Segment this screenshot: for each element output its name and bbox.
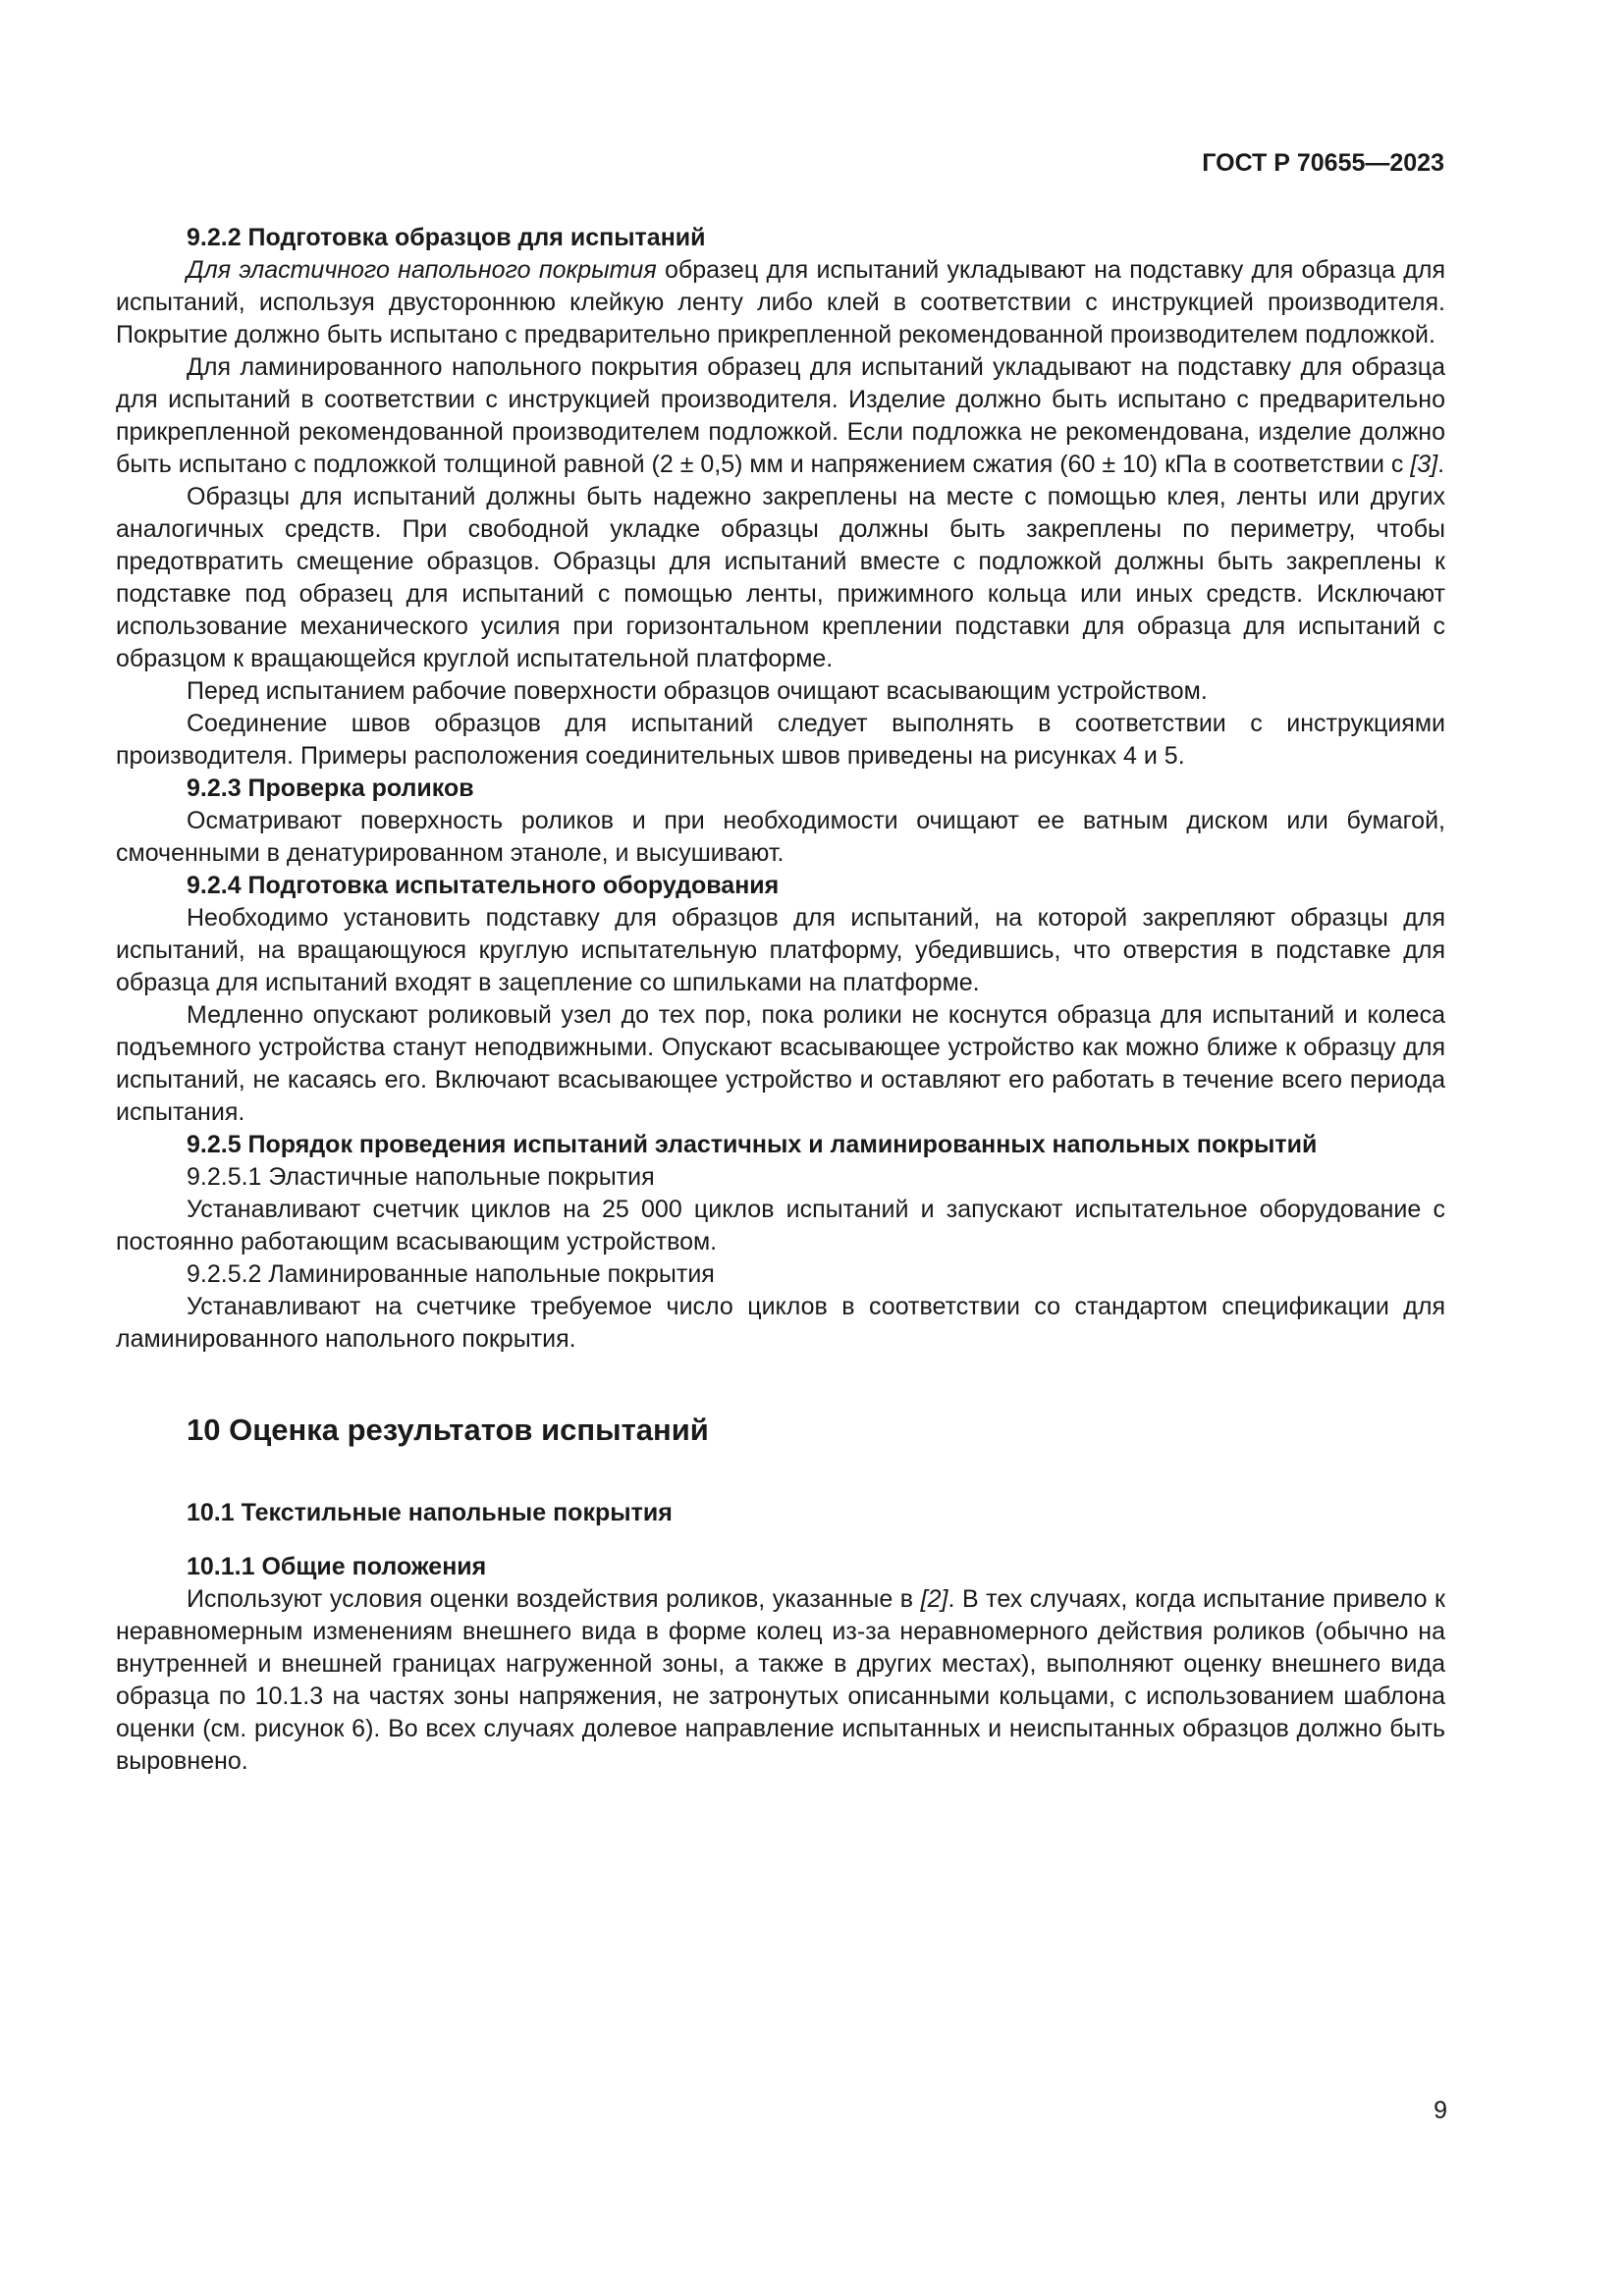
paragraph xyxy=(116,1583,1445,1778)
heading-9-2-3: 9.2.3 Проверка роликов xyxy=(187,774,474,802)
paragraph: Медленно опускают роликовый узел до тех пор, пока ролики не коснутся образца для испытаний и колеса подъемного устройства станут неподвижными. Опускают всасывающее устройство как можно ближе к образцу для испытаний, не касаясь его. Включают всасывающее устройство и оставляют его работать в течение всего периода испытания. xyxy=(116,1001,1445,1126)
heading-9-2-2: 9.2.2 Подготовка образцов для испытаний xyxy=(187,224,706,251)
paragraph-text: . xyxy=(1437,451,1445,478)
paragraph: Необходимо установить подставку для образцов для испытаний, на которой закрепляют образцы для испытаний, на вращающуюся круглую испытательную платформу, убедившись, что отверстия в подставке для образца для испытаний входят в зацепление со шпильками на платформе. xyxy=(116,904,1445,996)
paragraph-text: образец для испытаний укладывают на подставку для образца для испытаний, используя двустороннюю клейкую ленту либо клей в соответствии с инструкцией производителя. Покрытие должно быть испытано с предварительно прикрепленной рекомендованной производителем подложкой. xyxy=(116,256,1446,348)
emphasis-text: Для эластичного напольного покрытия xyxy=(187,256,657,284)
page-number: 9 xyxy=(1434,2097,1447,2124)
subheading-9-2-5-2: 9.2.5.2 Ламинированные напольные покрытия xyxy=(187,1260,715,1288)
section-heading-10: 10 Оценка результатов испытаний xyxy=(187,1413,709,1447)
heading-10-1: 10.1 Текстильные напольные покрытия xyxy=(187,1499,673,1526)
paragraph: Устанавливают счетчик циклов на 25 000 циклов испытаний и запускают испытательное оборудование с постоянно работающим всасывающим устройством. xyxy=(116,1196,1445,1255)
subheading-9-2-5-1: 9.2.5.1 Эластичные напольные покрытия xyxy=(187,1163,655,1191)
reference-link: [3] xyxy=(1410,451,1438,478)
reference-link: [2] xyxy=(920,1585,948,1613)
paragraph: Соединение швов образцов для испытаний следует выполнять в соответствии с инструкциями производителя. Примеры расположения соединительных швов приведены на рисунках 4 и 5. xyxy=(116,710,1445,770)
paragraph-text: Для ламинированного напольного покрытия образец для испытаний укладывают на подставку для образца для испытаний в соответствии с инструкцией производителя. Изделие должно быть испытано с предварительно прикрепленной рекомендованной производителем подложкой. Если подложка не рекомендована, изделие должно быть испытано с подложкой толщиной равной (2 ± 0,5) мм и напряжением сжатия (60 ± 10) кПа в соответствии с xyxy=(116,353,1445,478)
heading-9-2-4: 9.2.4 Подготовка испытательного оборудования xyxy=(187,872,780,899)
paragraph-text: . В тех случаях, когда испытание привело к неравномерным изменениям внешнего вида в форме колец из-за неравномерного действия роликов (обычно на внутренней и внешней границах нагруженной зоны, а также в других местах), выполняют оценку внешнего вида образца по 10.1.3 на частях зоны напряжения, не затронутых описанными кольцами, с использованием шаблона оценки (см. рисунок 6). Во всех случаях долевое направление испытанных и неиспытанных образцов должно быть выровнено. xyxy=(116,1585,1445,1775)
paragraph: Перед испытанием рабочие поверхности образцов очищают всасывающим устройством. xyxy=(187,677,1208,705)
document-code: ГОСТ Р 70655—2023 xyxy=(1202,149,1444,177)
heading-9-2-5: 9.2.5 Порядок проведения испытаний эластичных и ламинированных напольных покрытий xyxy=(187,1131,1318,1158)
paragraph: Осматривают поверхность роликов и при необходимости очищают ее ватным диском или бумагой, смоченными в денатурированном этаноле, и высушивают. xyxy=(116,807,1445,867)
paragraph-text: Используют условия оценки воздействия роликов, указанные в xyxy=(187,1585,921,1613)
document-body xyxy=(116,222,1445,1778)
heading-10-1-1: 10.1.1 Общие положения xyxy=(187,1553,487,1580)
paragraph xyxy=(116,351,1445,481)
paragraph: Устанавливают на счетчике требуемое число циклов в соответствии со стандартом спецификации для ламинированного напольного покрытия. xyxy=(116,1293,1445,1353)
paragraph: Образцы для испытаний должны быть надежно закреплены на месте с помощью клея, ленты или других аналогичных средств. При свободной укладке образцы должны быть закреплены по периметру, чтобы предотвратить смещение образцов. Образцы для испытаний вместе с подложкой должны быть закреплены к подставке под образец для испытаний с помощью ленты, прижимного кольца или иных средств. Исключают использование механического усилия при горизонтальном креплении подставки для образца для испытаний с образцом к вращающейся круглой испытательной платформе. xyxy=(116,483,1445,672)
paragraph xyxy=(116,254,1445,351)
